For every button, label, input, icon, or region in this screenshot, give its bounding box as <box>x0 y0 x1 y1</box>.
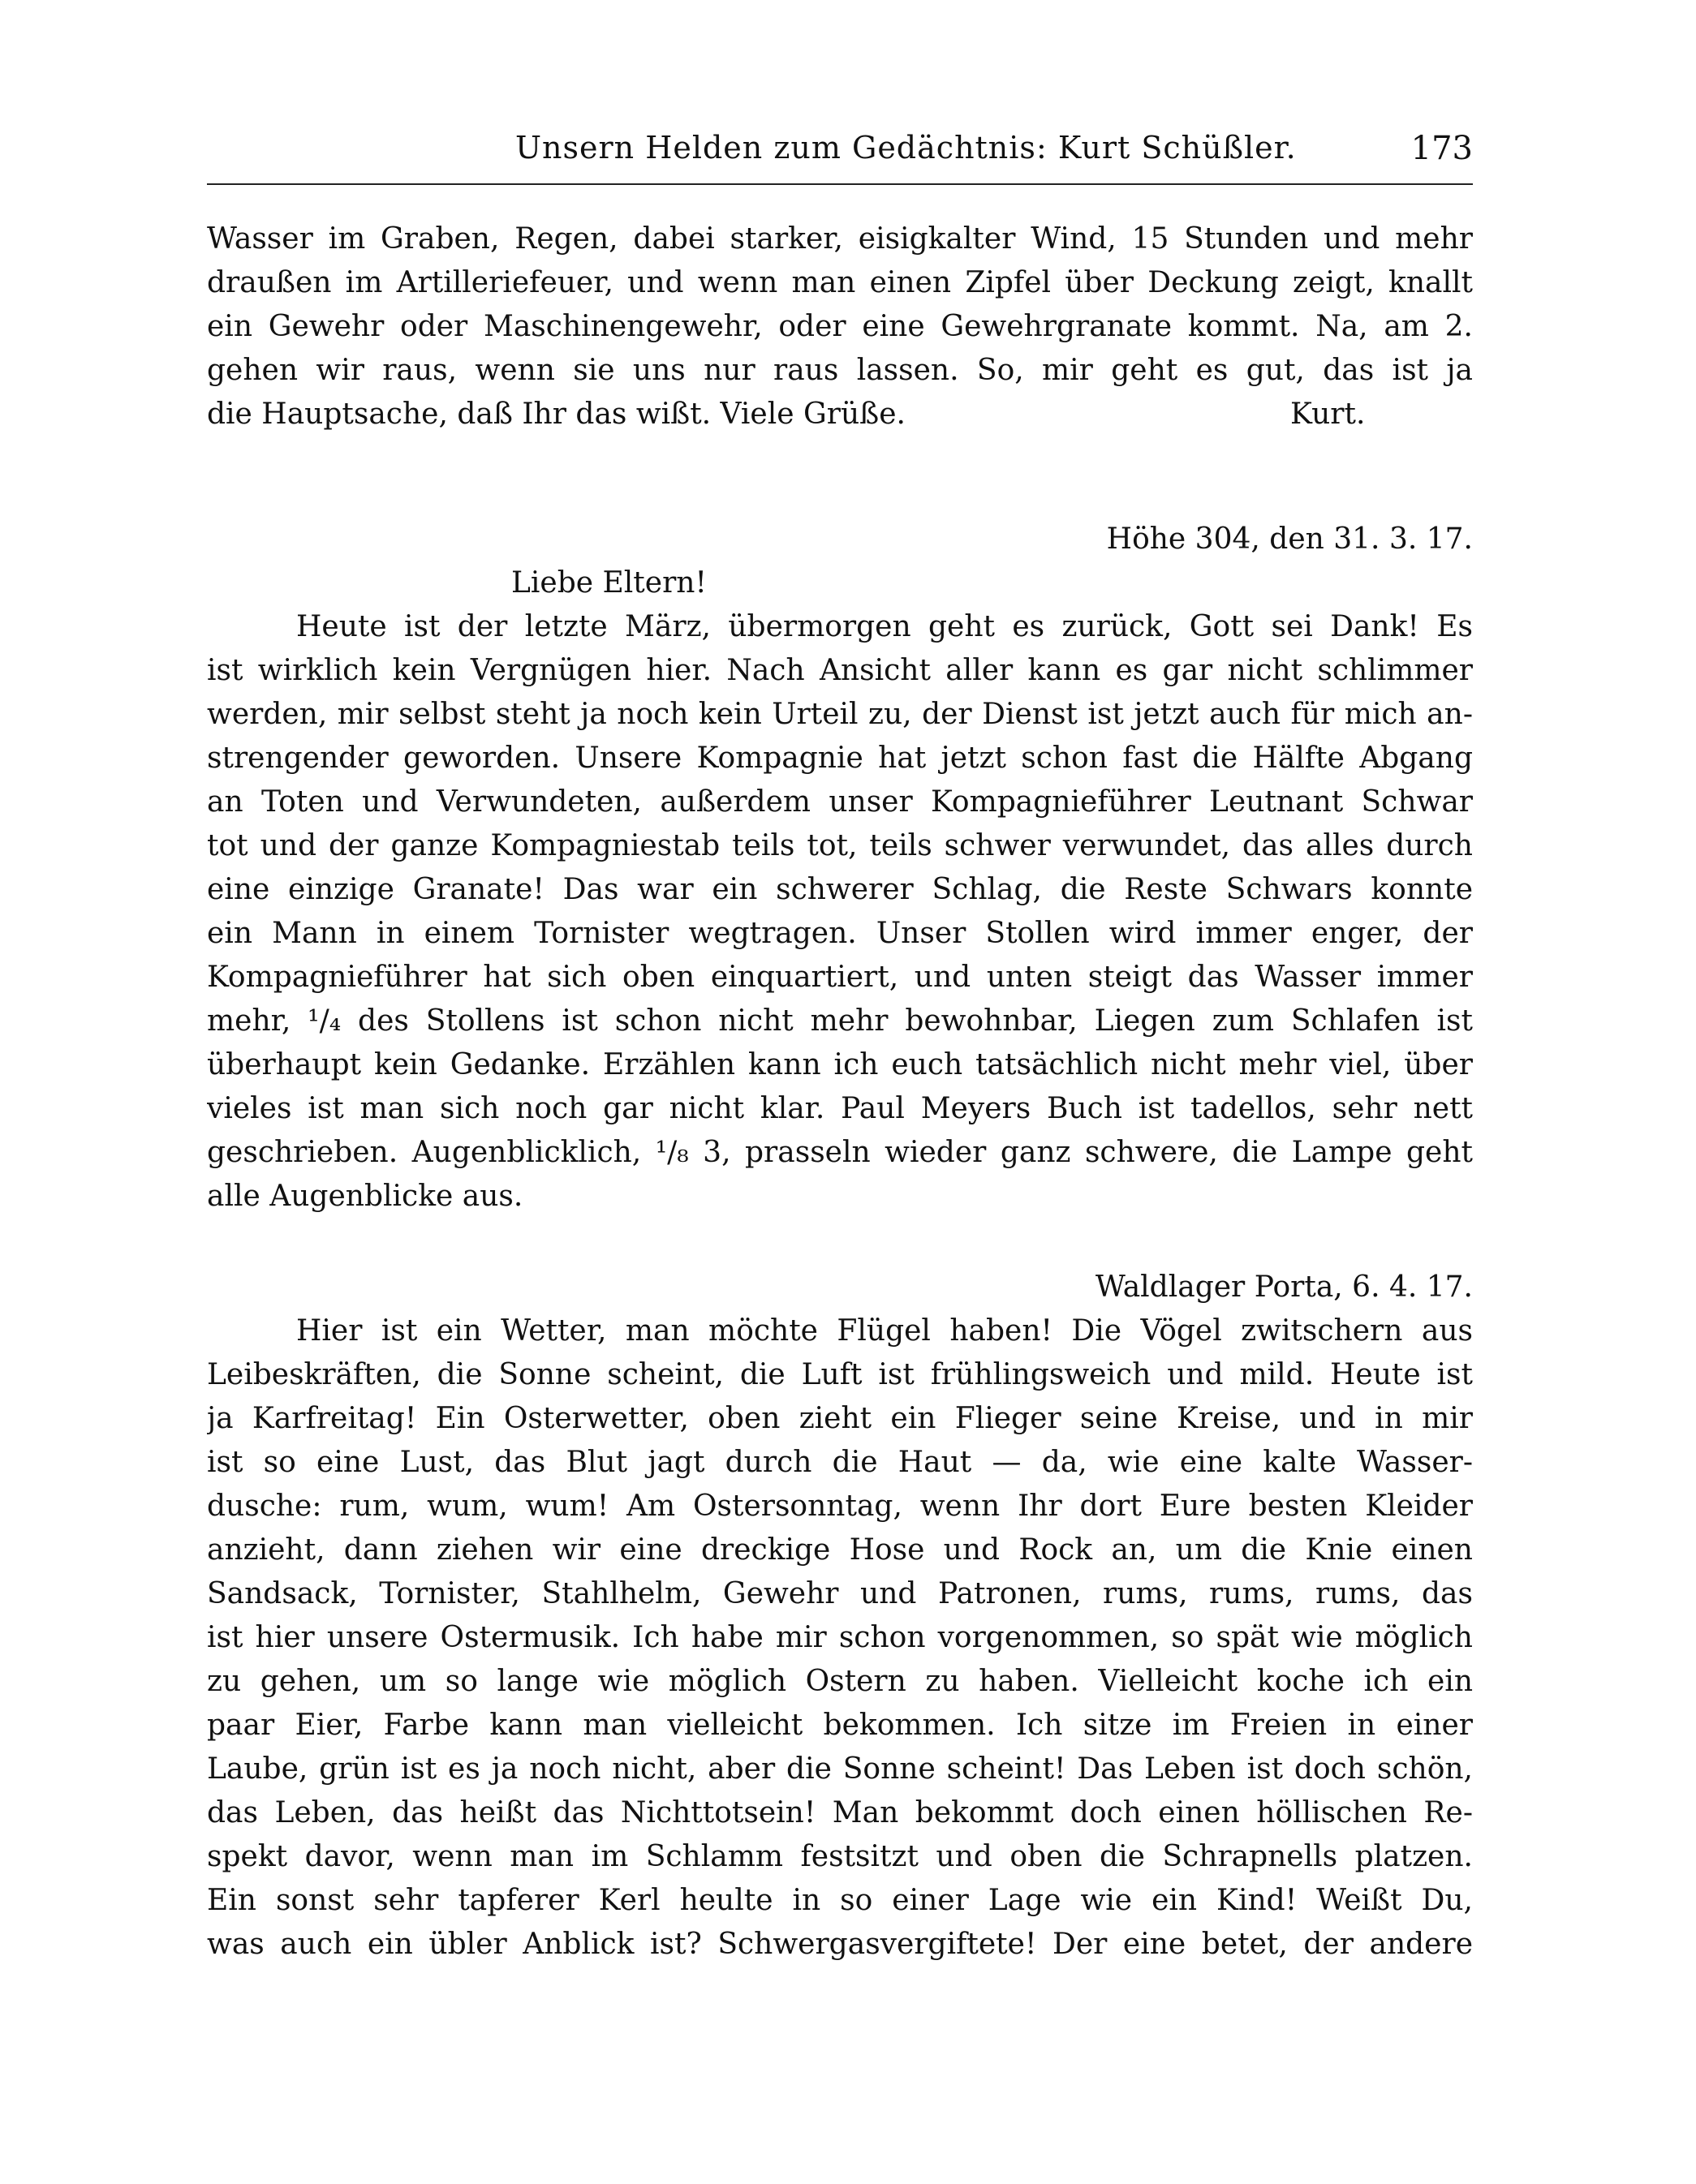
header-rule <box>207 183 1473 185</box>
text-line: anzieht, dann ziehen wir eine dreckige Hose und Rock an, um die Knie einen <box>207 1533 1473 1567</box>
text-line: paar Eier, Farbe kann man vielleicht bekommen. Ich sitze im Freien in einer <box>207 1709 1473 1742</box>
text-line: spekt davor, wenn man im Schlamm festsitzt und oben die Schrapnells platzen. <box>207 1840 1473 1873</box>
text-line: geschrieben. Augenblicklich, ¹/₈ 3, prasseln wieder ganz schwere, die Lampe geht <box>207 1136 1473 1169</box>
text-line: Hier ist ein Wetter, man möchte Flügel haben! Die Vögel zwitschern aus <box>296 1314 1473 1348</box>
text-line: das Leben, das heißt das Nichttotsein! Man bekommt doch einen höllischen Re- <box>207 1796 1473 1829</box>
text-line: strengender geworden. Unsere Kompagnie hat jetzt schon fast die Hälfte Abgang <box>207 742 1473 775</box>
text-line: zu gehen, um so lange wie möglich Ostern zu haben. Vielleicht koche ich ein <box>207 1665 1473 1698</box>
text-line: Ein sonst sehr tapferer Kerl heulte in so einer Lage wie ein Kind! Weißt Du, <box>207 1884 1473 1917</box>
text-line: ja Karfreitag! Ein Osterwetter, oben zieht ein Flieger seine Kreise, und in mir <box>207 1402 1473 1435</box>
running-head <box>207 130 1473 178</box>
text-line: ein Mann in einem Tornister wegtragen. Unser Stollen wird immer enger, der <box>207 917 1473 950</box>
text-line: Laube, grün ist es ja noch nicht, aber die Sonne scheint! Das Leben ist doch schön, <box>207 1752 1473 1786</box>
text-line: ein Gewehr oder Maschinengewehr, oder eine Gewehrgranate kommt. Na, am 2. <box>207 310 1473 343</box>
text-line: eine einzige Granate! Das war ein schwerer Schlag, die Reste Schwars konnte <box>207 873 1473 906</box>
text-line: was auch ein übler Anblick ist? Schwergasvergiftete! Der eine betet, der andere <box>207 1928 1473 1961</box>
dateline: Waldlager Porta, 6. 4. 17. <box>1095 1270 1473 1304</box>
text-line: tot und der ganze Kompagniestab teils tot, teils schwer verwundet, das alles durch <box>207 829 1473 862</box>
text-line: Heute ist der letzte März, übermorgen geht es zurück, Gott sei Dank! Es <box>296 610 1473 643</box>
text-line: mehr, ¹/₄ des Stollens ist schon nicht mehr bewohnbar, Liegen zum Schlafen ist <box>207 1004 1473 1038</box>
text-line: vieles ist man sich noch gar nicht klar. Paul Meyers Buch ist tadellos, sehr nett <box>207 1092 1473 1125</box>
text-line: Leibeskräften, die Sonne scheint, die Luft ist frühlingsweich und mild. Heute ist <box>207 1358 1473 1391</box>
signature: Kurt. <box>1290 398 1366 431</box>
text-line: Wasser im Graben, Regen, dabei starker, eisigkalter Wind, 15 Stunden und mehr <box>207 222 1473 256</box>
text-line: ist wirklich kein Vergnügen hier. Nach Ansicht aller kann es gar nicht schlimmer <box>207 654 1473 687</box>
text-line: draußen im Artilleriefeuer, und wenn man einen Zipfel über Deckung zeigt, knallt <box>207 266 1473 299</box>
page-number: 173 <box>1410 130 1473 167</box>
running-title: Unsern Helden zum Gedächtnis: Kurt Schüßler. <box>515 130 1297 166</box>
text-line: Kompagnieführer hat sich oben einquartiert, und unten steigt das Wasser immer <box>207 961 1473 994</box>
dateline: Höhe 304, den 31. 3. 17. <box>1106 522 1473 556</box>
text-line: an Toten und Verwundeten, außerdem unser Kompagnieführer Leutnant Schwar <box>207 785 1473 819</box>
text-line: überhaupt kein Gedanke. Erzählen kann ich euch tatsächlich nicht mehr viel, über <box>207 1048 1473 1081</box>
text-line: gehen wir raus, wenn sie uns nur raus lassen. So, mir geht es gut, das ist ja <box>207 354 1473 387</box>
text-line: ist so eine Lust, das Blut jagt durch die Haut — da, wie eine kalte Wasser- <box>207 1446 1473 1479</box>
text-line: Sandsack, Tornister, Stahlhelm, Gewehr und Patronen, rums, rums, rums, das <box>207 1577 1473 1610</box>
text-line: ist hier unsere Ostermusik. Ich habe mir schon vorgenommen, so spät wie möglich <box>207 1621 1473 1654</box>
text-line: dusche: rum, wum, wum! Am Ostersonntag, wenn Ihr dort Eure besten Kleider <box>207 1490 1473 1523</box>
text-line: werden, mir selbst steht ja noch kein Urteil zu, der Dienst ist jetzt auch für mich an- <box>207 698 1473 731</box>
text-line: alle Augenblicke aus. <box>207 1180 523 1213</box>
text-line: die Hauptsache, daß Ihr das wißt. Viele Grüße. <box>207 398 906 431</box>
salutation: Liebe Eltern! <box>511 566 707 600</box>
